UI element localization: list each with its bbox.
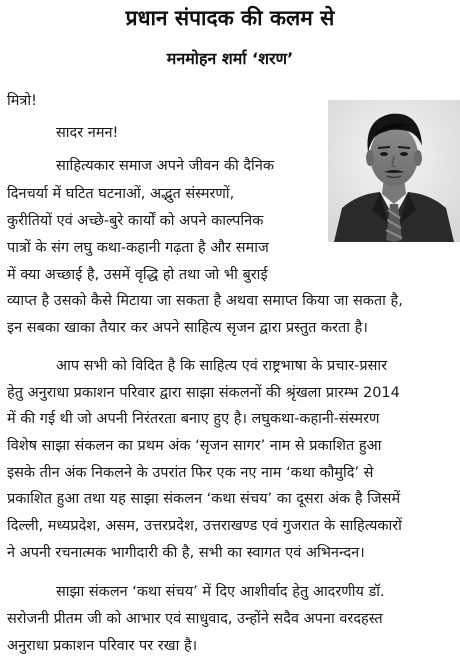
author-photo <box>328 100 460 242</box>
paragraph1-line: दिनचर्या में घटित घटनाओं, अद्भुत संस्मरणों, <box>7 186 235 202</box>
paragraph2-line: दिल्ली, मध्यप्रदेश, असम, उत्तरप्रदेश, उत्तराखण्ड एवं गुजरात के साहित्यकारों <box>7 518 402 534</box>
paragraph1-line: व्याप्त है उसको कैसे मिटाया जा सकता है अथवा समाप्त किया जा सकता है, <box>7 293 403 309</box>
paragraph3-line: साझा संकलन ‘कथा संचय’ में दिए आशीर्वाद हेतु आदरणीय डॉ. <box>56 584 385 600</box>
greeting: सादर नमन! <box>56 125 119 141</box>
paragraph3-line: अनुराधा प्रकाशन परिवार पर रखा है। <box>7 638 198 654</box>
paragraph2-line: में की गई थी जो अपनी निरंतरता बनाए हुए है। लघुकथा-कहानी-संस्मरण <box>7 411 380 427</box>
paragraph2-line: प्रकाशित हुआ तथा यह साझा संकलन ‘कथा संचय’ का दूसरा अंक है जिसमें <box>7 491 401 507</box>
paragraph2-line: इसके तीन अंक निकलने के उपरांत फिर एक नए नाम ‘कथा कौमुदि’ से <box>7 465 374 481</box>
author-portrait-icon <box>328 100 460 242</box>
paragraph2-line: ने अपनी रचनात्मक भागीदारी की है, सभी का स्वागत एवं अभिनन्दन। <box>7 545 365 561</box>
paragraph2-line: आप सभी को विदित है कि साहित्य एवं राष्ट्रभाषा के प्रचार-प्रसार <box>56 358 388 374</box>
paragraph1-line: पात्रों के संग लघु कथा-कहानी गढ़ता है और समाज <box>7 240 269 256</box>
paragraph2-line: विशेष साझा संकलन का प्रथम अंक ‘सृजन सागर’ नाम से प्रकाशित हुआ <box>7 438 382 454</box>
salutation: मित्रो! <box>7 93 37 109</box>
paragraph2-line: हेतु अनुराधा प्रकाशन परिवार द्वारा साझा संकलनों की श्रृंखला प्रारम्भ 2014 <box>7 385 400 401</box>
paragraph1-line: कुरीतियों एवं अच्छे-बुरे कार्यों को अपने काल्पनिक <box>7 213 264 229</box>
page-title: प्रधान संपादक की कलम से <box>125 6 335 30</box>
author-name: मनमोहन शर्मा ‘शरण’ <box>166 49 294 68</box>
paragraph1-line: इन सबका खाका तैयार कर अपने साहित्य सृजन द्वारा प्रस्तुत करता है। <box>7 320 368 336</box>
paragraph3-line: सरोजनी प्रीतम जी को आभार एवं साधुवाद, उन्होंने सदैव अपना वरदहस्त <box>7 611 383 627</box>
paragraph1-line: साहित्यकार समाज अपने जीवन की दैनिक <box>56 158 274 174</box>
paragraph1-line: में क्या अच्छाई है, उसमें वृद्धि हो तथा जो भी बुराई <box>7 267 268 283</box>
